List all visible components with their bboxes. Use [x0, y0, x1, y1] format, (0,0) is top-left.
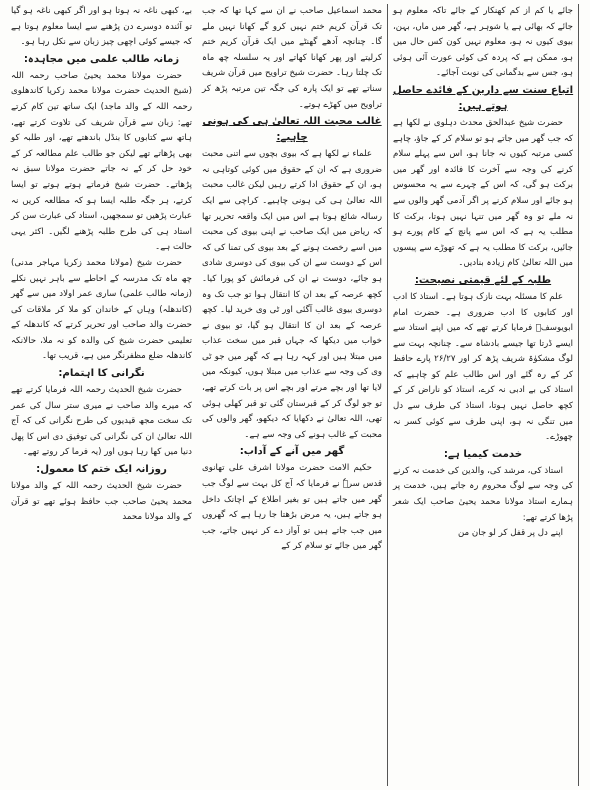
section-heading: نگرانی کا اہتمام: — [58, 368, 145, 380]
column-left — [388, 4, 579, 786]
paragraph: علم کا مسئلہ بہت نازک ہوتا ہے۔ استاذ کا ادب اور کتابوں کا ادب ضروری ہے۔ حضرت امام ابویوسفؒ فرمایا کرتے تھے کہ میں اپنے استاذ سے ایسے ڈرتا تھا جیسے بادشاہ سے۔ چنانچہ بہت سے لوگ مشکوٰۃ شریف پڑھ کر اور ۲۶/۲۷ پارے حافظ کر کے رہ گئے اور اس طالب علم کو چاہیے کہ استاذ کی بے ادبی نہ کرے، استاذ کو ناراض کر کے کچھ حاصل نہیں ہوتا، استاذ کی طرف سے دل میں تنگی نہ ہو، اپنی طرف سے کوئی کسر نہ چھوڑے۔ — [393, 291, 573, 443]
paragraph: حضرت مولانا محمد یحییٰ صاحب رحمہ اللہ (شیخ الحدیث حضرت مولانا محمد زکریا کاندھلوی رحمہ اللہ کے والد ماجد) ایک ساتھ تین کام کرتے تھے: زبان سے قرآن شریف کی تلاوت کرتے تھے، ہاتھ سے کتابوں کا بنڈل باندھتے تھے، اور طلبہ کو بھی پڑھاتے تھے لیکن جو طالب علم مطالعہ کر کے خود حل کر کے نہ جاتے حضرت مولانا سبق نہ پڑھاتے۔ حضرت شیخ فرماتے ہوتے ہوتے تو ایسا کرتے، ہر جگہ طلبہ ایسا ہو کہ مطالعہ کریں نہ عبارت پڑھیں تو سمجھیں، استاد کی عبارت سن کر استاد ہی کی طرح طلبہ پڑھنے لگیں۔ اکثر یہی حالت ہے۔ — [11, 70, 192, 253]
section-heading: اتباع سنت سے دارین کے فائدے حاصل ہوتے ہیں: — [392, 84, 574, 112]
section-heading: خدمت کیمیا ہے: — [443, 448, 523, 460]
paragraph: حضرت شیخ الحدیث رحمہ اللہ فرمایا کرتے تھے کہ میرے والد صاحب نے میری ستر سال کی عمر تک سخت مجھ قیدیوں کی طرح نگرانی کی کہ آج اللہ تعالیٰ ان کی نگرانی کی توفیق دی اس کا پھل دنیا میں کھا رہا ہوں اور (یہ فرما کر روتے تھے۔ — [11, 385, 192, 458]
column-middle — [197, 4, 388, 786]
paragraph: حضرت شیخ عبدالحق محدث دہلوی نے لکھا ہے کہ جب گھر میں جاتے ہو تو سلام کر کے جاؤ، چاہے کسی مرتبہ کیوں نہ جانا ہو، اس سے پہلے سلام کرنے کی وجہ سے آخرت کا فائدہ اور گھر میں برکت ہو گی، کہ اس کے چہرے سے یہ محسوس ہو جائے اور سلام کرنے پر اگر آدمی گھر والوں سے نہ ملے تو وہ گھر میں تنہا نہیں ہوتا، برکت کا مطلب یہ ہے کہ اس سے پانچ کے کام پورے ہو جائیں، برکت کا مطلب یہ ہے کہ تھوڑے سے پیسوں میں اللہ تعالیٰ کام زیادہ بنادیں۔ — [393, 117, 573, 269]
paragraph: حضرت شیخ الحدیث رحمہ اللہ کے والد مولانا محمد یحییٰ صاحب جب حافظ ہوئے تھے تو قرآن کے والد مولانا محمد — [11, 481, 192, 523]
paragraph: حضرت شیخ (مولانا محمد زکریا مہاجر مدنی) چھ ماہ تک مدرسہ کے احاطے سے باہر نہیں نکلے (زمانہ طالب علمی) ساری عمر اولاد میں سے گھر (کاندھلہ) وہاں کے خاندان کو ملا کر ملاقات کی حضرت والد صاحب اور تحریر کرتے کہ کاندھلہ کے تعلیمی حضرت شیخ کی والدہ کو نہ ملا، حالانکہ کاندھلہ ضلع مظفرنگر میں ہے، قریب تھا۔ — [11, 257, 192, 362]
section-heading: گھر میں آنے کے آداب: — [239, 446, 345, 458]
paragraph: علماء نے لکھا ہے کہ بیوی بچوں سے اتنی محبت ضروری ہے کہ ان کے حقوق میں کوئی کوتاہی نہ ہو، ان کے حقوق ادا کرتے رہیں لیکن غالب محبت اللہ تعالیٰ ہی کی ہونی چاہیے۔ کراچی سے ایک رسالہ شائع ہوتا ہے اس میں ایک واقعہ تحریر تھا کہ ریاض میں ایک صاحب نے اپنی بیوی کی محبت میں اسے رخصت ہونے کے بعد بیوی کی تمنا کی کہ اس کے دوست سے ان کی بیوی کی دوسری شادی ہو جائے، دوست نے ان کی فرمائش کو پورا کیا۔ کچھ عرصہ کے بعد ان کا انتقال ہوا تو جب تک وہ دوسری بیوی غالب آگئی اور ٹی وی خرید لیا۔ کچھ عرصہ کے بعد ان کا انتقال ہو گیا، تو بیوی نے خواب میں دیکھا کہ جہاں قبر میں سخت عذاب میں مبتلا ہیں اور کہہ رہا ہے کہ گھر میں جو ٹی وی کی وجہ سے عذاب میں مبتلا ہوں، کیونکہ میں لایا تھا اور بچے مرتے اور بچے اس پر بات کرتے تھے، تو جو لوگ کر کے قبرستان گئی تو قبر کھلی ہوئی تھی، اللہ تعالیٰ نے دکھایا کہ دیکھو، گھر والوں کی محبت کے غالب ہونے کی وجہ سے ہے۔ — [202, 149, 382, 440]
section-heading: روزانہ ایک ختم کا معمول: — [36, 464, 167, 476]
paragraph: استاذ کی، مرشد کی، والدین کی خدمت نہ کرنے کی وجہ سے لوگ محروم رہ جاتے ہیں، خدمت پر ہمارے استاذ مولانا محمد یحییٰ صاحب ایک شعر پڑھا کرتے تھے: — [393, 465, 573, 523]
document-page — [6, 4, 584, 786]
paragraph: بے، کبھی ناغہ نہ ہوتا ہو اور اگر کبھی ناغہ ہو گیا تو آئندہ دوسرے دن پڑھنے سے ایسا معلوم ہوتا ہے کہ جیسے کوئی اچھی چیز زبان سے نکل رہا ہو۔ — [11, 6, 192, 48]
section-heading: طلبہ کے لئے قیمتی نصیحت: — [414, 274, 552, 286]
paragraph: حکیم الامت حضرت مولانا اشرف علی تھانوی قدس سرہٗ نے فرمایا کہ آج کل بہت سے لوگ جب گھر میں جاتے ہیں تو بغیر اطلاع کے اچانک داخل ہو جاتے ہیں، یہ مرض بڑھتا جا رہا ہے کہ گھروں میں جب جاتے ہیں تو آواز دے کر نہیں جاتے، جب گھر میں جائے تو سلام کر کے — [202, 463, 382, 552]
section-heading: زمانہ طالب علمی میں مجاہدہ: — [23, 53, 180, 65]
column-right — [6, 4, 197, 786]
paragraph: اپنے دل پر قفل کر لو جان من — [458, 528, 563, 539]
paragraph: محمد اسماعیل صاحب نے ان سے کہا تھا کہ جب تک قرآن کریم ختم نہیں کرو گے کھانا نہیں ملے گا۔ چنانچہ آدھے گھنٹے میں ایک قرآن کریم ختم کرلیتے اور پھر کھانا کھاتے اور یہ سلسلہ چھ ماہ تک چلتا رہا۔ حضرت شیخ تراویح میں قرآن شریف سناتے تھے تو ایک پارہ کی جگہ تین مرتبہ پڑھ کر تراویح میں کھڑے ہوتے۔ — [202, 6, 382, 110]
section-heading: غالب محبت اللہ تعالیٰ ہی کی ہونی چاہیے: — [202, 116, 382, 144]
paragraph: جائے یا کم از کم کھنکار کے جائے تاکہ معلوم ہو جائے کہ بھائی ہے یا شوہر ہے، گھر میں ماں، بہن، بیوی کیوں نہ ہو، معلوم نہیں کون کس حال میں ہو، ممکن ہے کہ پردہ کی کوئی عورت آئی ہوئی ہو، جس سے بدگمانی کی نوبت آجائے۔ — [393, 6, 573, 79]
